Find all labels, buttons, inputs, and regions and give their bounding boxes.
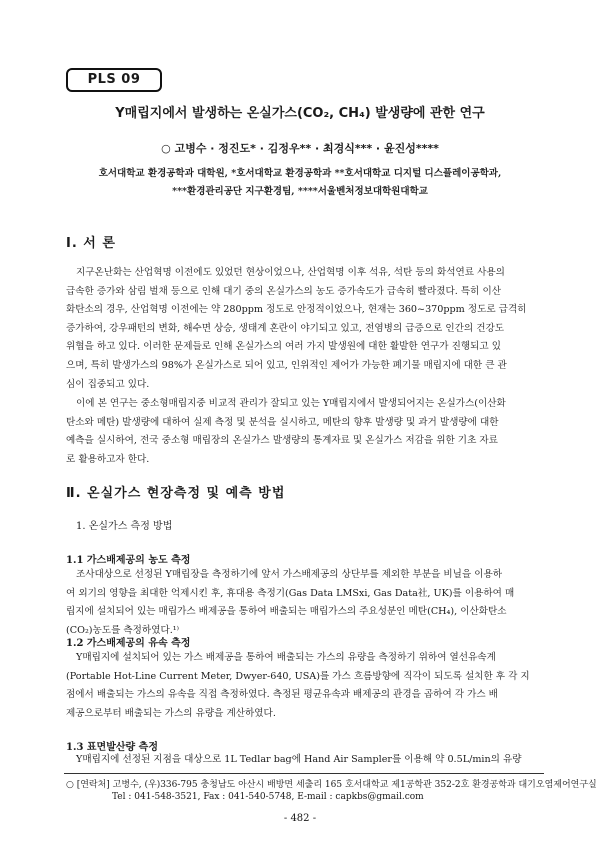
- subsubsection-heading: 1.2 가스배제공의 유속 측정: [66, 638, 191, 649]
- method-paragraph-1-2: [66, 649, 542, 723]
- subsubsection-heading: 1.1 가스배제공의 농도 측정: [66, 555, 191, 566]
- text-line: 탄소와 메탄) 발생량에 대하여 실제 측정 및 분석을 실시하고, 메탄의 향후 발생량 및 과거 발생량에 대한: [66, 416, 499, 428]
- text-line: 급속한 증가와 삼림 벌채 등으로 인해 대기 중의 온실가스의 농도 증가속도가 급속히 빨라졌다. 특히 이산: [66, 285, 501, 297]
- intro-paragraph-2: [66, 395, 542, 469]
- footnote-divider: [64, 773, 544, 774]
- footnote-contact-details: Tel : 041-548-3521, Fax : 041-540-5748, E-mail : capkbs@gmail.com: [112, 792, 424, 802]
- subsection-heading: 1. 온실가스 측정 방법: [76, 521, 173, 532]
- section-heading-introduction: Ⅰ. 서 론: [66, 236, 116, 251]
- text-line: 조사대상으로 선정된 Y매립장을 측정하기에 앞서 가스배제공의 상단부를 제외한 부분을 비닐을 이용하: [76, 569, 503, 580]
- page-number: - 482 -: [283, 813, 317, 824]
- affiliation-line: ***환경관리공단 지구환경팀, ****서울벤처정보대학원대학교: [172, 186, 428, 197]
- text-line: 립지에 설치되어 있는 매립가스 배제공을 통하여 배출되는 매립가스의 주요성분인 메탄(CH₄), 이산화탄소: [66, 606, 507, 618]
- text-line: 점에서 배출되는 가스의 유속을 직접 측정하였다. 측정된 평균유속과 배제공의 관경을 곱하여 각 가스 배: [66, 689, 498, 701]
- affiliation-line: 호서대학교 환경공학과 대학원, *호서대학교 환경공학과 **호서대학교 디지털 디스플레이공학과,: [98, 168, 502, 179]
- text-line: 화탄소의 경우, 산업혁명 이전에는 약 280ppm 정도로 안정적이었으나, 현재는 360~370ppm 정도로 급격히: [66, 304, 527, 316]
- intro-paragraph-1: [66, 264, 542, 394]
- subsubsection-heading: 1.3 표면발산량 측정: [66, 742, 158, 753]
- paper-title: Y매립지에서 발생하는 온실가스(CO₂, CH₄) 발생량에 관한 연구: [115, 106, 485, 121]
- author-list: ○ 고병수 · 정진도* · 김정우** · 최경식*** · 윤진성****: [161, 142, 439, 155]
- section-heading-methods: Ⅱ. 온실가스 현장측정 및 예측 방법: [66, 486, 286, 501]
- text-line: 지구온난화는 산업혁명 이전에도 있었던 현상이었으나, 산업혁명 이후 석유, 석탄 등의 화석연료 사용의: [76, 267, 505, 278]
- method-paragraph-1-3: [66, 751, 542, 770]
- text-line: 위협을 하고 있다. 이러한 문제들로 인해 온실가스의 여러 가지 발생원에 대한 활발한 연구가 진행되고 있: [66, 341, 501, 353]
- text-line: 예측을 실시하여, 전국 중소형 매립장의 온실가스 발생량의 통계자료 및 온실가스 저감을 위한 기초 자료: [66, 435, 498, 447]
- text-line: Y매립지에 선정된 지점을 대상으로 1L Tedlar bag에 Hand Air Sampler를 이용해 약 0.5L/min의 유량: [76, 754, 522, 765]
- footnote-contact: ○ [연락처] 고병수, (우)336-795 충청남도 아산시 배방면 세출리 165 호서대학교 제1공학관 352-2호 환경공학과 대기오염제어연구실: [66, 780, 597, 790]
- text-line: 증가하여, 강우패턴의 변화, 해수면 상승, 생태계 혼란이 야기되고 있고, 전염병의 급증으로 인간의 건강도: [66, 322, 505, 334]
- text-line: 로 활용하고자 한다.: [66, 453, 150, 465]
- text-line: 제공으로부터 배출되는 가스의 유량을 계산하였다.: [66, 707, 276, 719]
- method-paragraph-1-1: [66, 566, 542, 640]
- text-line: (CO₂)농도를 측정하였다.¹⁾: [66, 624, 179, 636]
- session-badge: PLS 09: [66, 68, 162, 92]
- text-line: 여 외기의 영향을 최대한 억제시킨 후, 휴대용 측정기(Gas Data LMSxi, Gas Data社, UK)를 이용하여 매: [66, 587, 515, 599]
- text-line: Y매립지에 설치되어 있는 가스 배제공을 통하여 배출되는 가스의 유량을 측정하기 위하여 열선유속계: [76, 652, 496, 663]
- text-line: 으며, 특히 발생가스의 98%가 온실가스로 되어 있고, 인위적인 제어가 가능한 폐기물 매립지에 대한 큰 관: [66, 359, 507, 371]
- text-line: 심이 집중되고 있다.: [66, 378, 150, 390]
- text-line: 이에 본 연구는 중소형매립지중 비교적 관리가 잘되고 있는 Y매립지에서 발생되어지는 온실가스(이산화: [76, 398, 506, 409]
- text-line: (Portable Hot-Line Current Meter, Dwyer-640, USA)를 가스 흐름방향에 직각이 되도록 설치한 후 각 지: [66, 670, 530, 682]
